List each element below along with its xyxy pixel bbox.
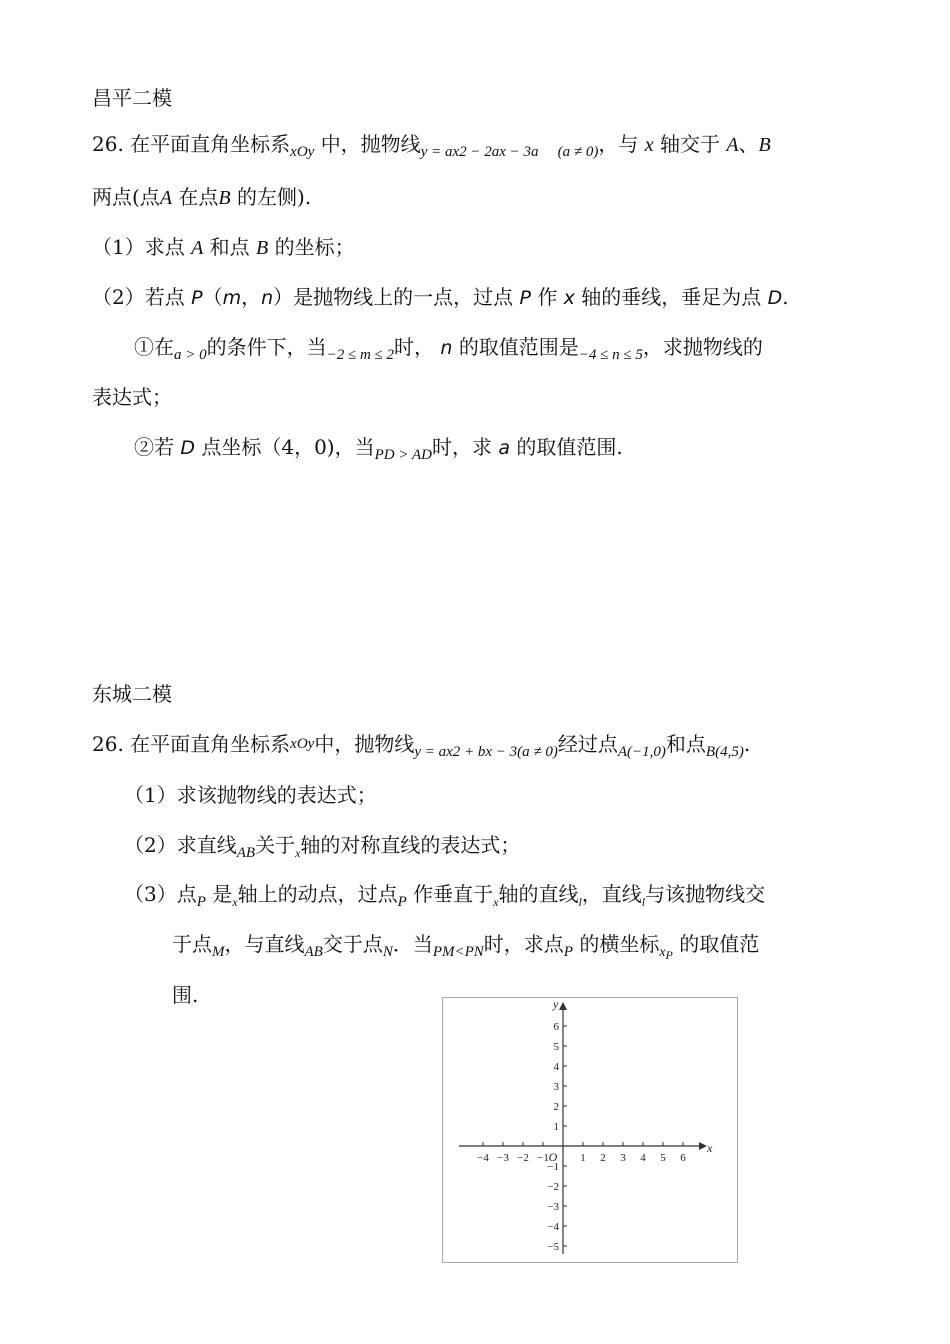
point-d: D <box>180 437 195 459</box>
section2-part2 <box>124 831 520 862</box>
stem-text: 经过点 <box>557 732 618 756</box>
point-a: A <box>726 134 739 156</box>
part-text: ）是抛物线上的一点，过点 <box>273 285 514 309</box>
line-ab: AB <box>236 845 256 861</box>
separator: 、 <box>738 132 759 156</box>
part-text: 的坐标； <box>274 235 355 259</box>
part-text: （1）求该抛物线的表达式； <box>124 783 377 807</box>
x-tick-label: 5 <box>660 1152 666 1164</box>
sub-text: 点坐标（4，0)，当 <box>201 435 375 459</box>
line-l: l <box>641 895 646 909</box>
section1-sub1-line2 <box>92 383 172 411</box>
x-tick-label: 1 <box>580 1152 586 1164</box>
sub-text: 的条件下，当 <box>206 335 327 359</box>
stem-text: 和点 <box>665 732 706 756</box>
subscript-p: P <box>665 948 673 962</box>
section2-part1 <box>124 781 377 809</box>
sub-text: 的取值范围. <box>516 435 623 459</box>
section1-part2 <box>92 283 789 312</box>
part-text: 交于点 <box>322 932 383 956</box>
part-text: 作 <box>537 285 558 309</box>
stem-text: ，与 <box>598 132 639 156</box>
part-text: 和点 <box>209 235 250 259</box>
part-text: （1）求点 <box>92 235 185 259</box>
section1-sub2 <box>134 433 623 464</box>
x-tick-label: −2 <box>517 1152 529 1164</box>
point-a: A <box>191 237 204 259</box>
point-b: B <box>758 134 771 156</box>
condition: (a ≠ 0) <box>557 144 599 160</box>
stem-text: 在点 <box>178 185 219 209</box>
stem-text: 轴交于 <box>659 132 720 156</box>
section1-sub1-line1 <box>134 333 763 364</box>
point-n: N <box>382 944 393 960</box>
variable-x: x <box>295 846 301 860</box>
condition: a > 0 <box>174 347 207 363</box>
part-text: 轴上的动点，过点 <box>237 882 398 906</box>
y-tick-label: −1 <box>547 1161 559 1173</box>
part-text: 围. <box>172 983 199 1007</box>
x-tick-label: 3 <box>620 1152 626 1164</box>
part-text: （2）求直线 <box>124 833 237 857</box>
section2-heading <box>92 680 172 708</box>
coordinate-system: xOy <box>290 736 315 752</box>
y-axis-label: y <box>553 998 559 1011</box>
point-a: A <box>159 187 173 209</box>
comma: ， <box>241 285 262 309</box>
section2-part3-line3 <box>172 981 198 1009</box>
variable-x: x <box>563 287 575 309</box>
y-tick-label: 1 <box>553 1121 559 1133</box>
section1-part1 <box>92 233 355 262</box>
section1-heading <box>92 84 172 112</box>
period: . <box>743 732 751 756</box>
variable-x: x <box>644 134 654 156</box>
part-text: 轴的对称直线的表达式； <box>300 833 521 857</box>
part-text: 是 <box>212 882 233 906</box>
stem-text: 的左侧). <box>236 185 312 209</box>
stem-text: 在平面直角坐标系 <box>130 132 291 156</box>
y-axis-arrow <box>559 1002 567 1010</box>
x-tick-label: −4 <box>477 1152 489 1164</box>
coordinate-plane-figure <box>442 997 738 1263</box>
sub-text: 的取值范围是 <box>458 335 579 359</box>
x-tick-label: 4 <box>640 1152 646 1164</box>
part-text: ，直线 <box>581 882 642 906</box>
sub-text: 表达式； <box>92 385 172 409</box>
point-a: A(−1,0) <box>617 744 666 760</box>
sub-text: ，求抛物线的 <box>642 335 763 359</box>
x-tick-label: 6 <box>680 1152 686 1164</box>
y-tick-label: 3 <box>553 1081 559 1093</box>
variable-x: x <box>232 895 238 909</box>
point-m: M <box>212 944 225 960</box>
variable-n: n <box>440 337 453 359</box>
point-p: P <box>196 894 206 910</box>
stem-text: 在平面直角坐标系 <box>130 732 291 756</box>
part-text: 轴的直线 <box>498 882 579 906</box>
y-tick-label: −3 <box>547 1201 559 1213</box>
question-number: 26. <box>92 732 124 756</box>
point-p: P <box>563 944 573 960</box>
point-b: B(4,5) <box>705 744 744 760</box>
sub-text: ②若 <box>134 435 174 459</box>
range-m: −2 ≤ m ≤ 2 <box>326 347 395 363</box>
x-axis-label: x <box>707 1141 713 1155</box>
variable-m: m <box>222 287 242 309</box>
range-n: −4 ≤ n ≤ 5 <box>578 347 643 363</box>
sub-text: 时，求 <box>431 435 492 459</box>
variable-n: n <box>261 287 274 309</box>
period: . <box>782 285 789 309</box>
sub-text: ①在 <box>134 335 174 359</box>
part-text: 的取值范 <box>679 932 760 956</box>
x-tick-label: 2 <box>600 1152 606 1164</box>
line-ab: AB <box>304 944 323 960</box>
y-tick-label: −2 <box>547 1181 559 1193</box>
y-tick-label: 4 <box>553 1061 559 1073</box>
part-text: 与该抛物线交 <box>645 882 766 906</box>
part-text: 于点 <box>172 932 212 956</box>
stem-text: 两点(点 <box>92 185 160 209</box>
y-tick-label: 5 <box>553 1041 559 1053</box>
stem-text: 中，抛物线 <box>314 732 415 756</box>
x-tick-label: −1 <box>537 1152 549 1164</box>
parabola-equation: y = ax2 + bx − 3(a ≠ 0) <box>414 744 558 760</box>
stem-text: 中，抛物线 <box>320 132 421 156</box>
heading-text: 东城二模 <box>92 682 172 706</box>
y-tick-label: −5 <box>547 1241 559 1253</box>
x-axis-arrow <box>699 1142 707 1150</box>
section1-question-line2 <box>92 183 311 212</box>
coordinate-system: xOy <box>290 144 315 160</box>
sub-text: 时， <box>394 335 435 359</box>
heading-text: 昌平二模 <box>92 86 172 110</box>
parabola-equation: y = ax2 − 2ax − 3a <box>420 144 539 160</box>
part-text: 轴的垂线，垂足为点 <box>581 285 762 309</box>
section2-part3-line2 <box>172 930 759 962</box>
part-text: 关于 <box>255 833 296 857</box>
point-p: P <box>397 894 407 910</box>
part-text: ，与直线 <box>224 932 305 956</box>
part-text: （3）点 <box>124 882 197 906</box>
y-tick-label: 2 <box>553 1101 559 1113</box>
point-d: D <box>767 287 783 309</box>
section1-question-line1 <box>92 130 771 161</box>
section2-question-line1 <box>92 730 750 761</box>
part-text: （2）若点 <box>92 285 185 309</box>
origin-label: O <box>548 1150 558 1164</box>
y-tick-label: 6 <box>553 1021 559 1033</box>
point-b: B <box>218 187 231 209</box>
question-number: 26. <box>92 132 124 156</box>
line-l: l <box>578 895 582 909</box>
point-b: B <box>256 237 269 259</box>
inequality: PM<PN <box>432 944 484 960</box>
y-tick-label: −4 <box>547 1221 559 1233</box>
part-text: 时，求点 <box>483 932 564 956</box>
part-text: 的横坐标 <box>579 932 660 956</box>
variable-xp: x <box>659 945 666 960</box>
x-tick-label: −3 <box>497 1152 509 1164</box>
point-p: P <box>191 287 203 309</box>
coordinate-plane-svg <box>443 998 739 1264</box>
paren: （ <box>202 285 223 309</box>
part-text: 作垂直于 <box>413 882 494 906</box>
variable-x: x <box>493 895 499 909</box>
section2-part3-line1 <box>124 880 765 911</box>
inequality: PD > AD <box>374 447 432 463</box>
point-p: P <box>519 287 531 309</box>
variable-a: a <box>498 437 510 459</box>
part-text: ．当 <box>392 932 433 956</box>
